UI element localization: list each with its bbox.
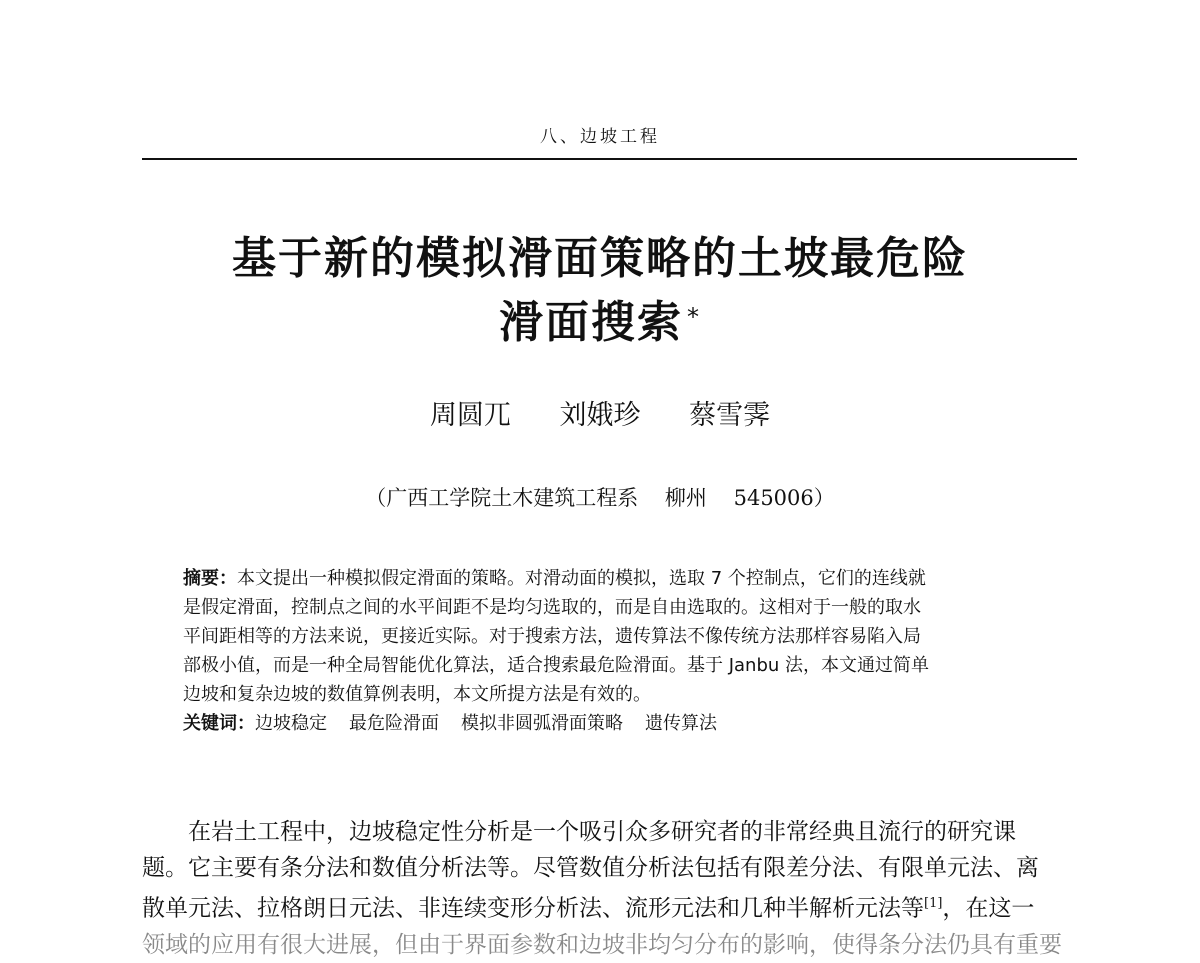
paper-title	[0, 227, 1200, 355]
affiliation	[0, 482, 1200, 512]
abstract-line	[183, 564, 1043, 593]
body-line-3	[142, 886, 1082, 927]
keyword-2: 最危险滑面	[349, 713, 439, 734]
header-rule	[142, 158, 1077, 160]
keywords	[183, 709, 1043, 738]
title-line-1: 基于新的模拟滑面策略的土坡最危险	[232, 233, 968, 284]
citation-ref: [1]	[924, 896, 943, 911]
body-line-3b: ，在这一	[942, 895, 1035, 922]
body-line-1: 在岩土工程中，边坡稳定性分析是一个吸引众多研究者的非常经典且流行的研究课	[188, 819, 1016, 845]
body-line-4: 领域的应用有很大进展，但由于界面参数和边坡非均匀分布的影响，使得条分法仍具有重要	[142, 931, 1062, 958]
affiliation-org: （广西工学院土木建筑工程系	[365, 486, 639, 510]
title-line-2	[0, 291, 1200, 355]
keyword-3: 模拟非圆弧滑面策略	[461, 713, 623, 734]
body-line-3a: 散单元法、拉格朗日元法、非连续变形分析法、流形元法和几种半解析元法等	[142, 895, 924, 922]
keyword-1: 边坡稳定	[255, 713, 327, 734]
title-line-2-text: 滑面搜索	[499, 297, 683, 348]
author-1: 周圆兀	[429, 400, 511, 431]
body-text	[142, 814, 1082, 963]
keyword-4: 遗传算法	[645, 713, 717, 734]
keywords-label: 关键词：	[183, 713, 255, 734]
abstract-line-4: 部极小值，而是一种全局智能优化算法，适合搜索最危险滑面。基于 Janbu 法，本文通过简单	[183, 655, 930, 676]
abstract-line-5: 边坡和复杂边坡的数值算例表明，本文所提方法是有效的。	[183, 684, 651, 705]
body-line-2: 题。它主要有条分法和数值分析法等。尽管数值分析法包括有限差分法、有限单元法、离	[142, 855, 1039, 881]
affiliation-postcode: 545006）	[733, 486, 835, 510]
abstract-label: 摘要：	[183, 568, 237, 589]
abstract-line-2: 是假定滑面，控制点之间的水平间距不是均匀选取的，而是自由选取的。这相对于一般的取水	[183, 597, 921, 618]
author-3: 蔡雪霁	[689, 400, 771, 431]
author-2: 刘娥珍	[559, 400, 641, 431]
abstract-line-1: 本文提出一种模拟假定滑面的策略。对滑动面的模拟，选取 7 个控制点，它们的连线就	[237, 568, 926, 589]
authors	[0, 393, 1200, 432]
abstract-line-3: 平间距相等的方法来说，更接近实际。对于搜索方法，遗传算法不像传统方法那样容易陷入局	[183, 626, 921, 647]
abstract	[183, 564, 1043, 738]
affiliation-city: 柳州	[664, 486, 707, 510]
running-header: 八、边坡工程	[540, 127, 660, 147]
title-footnote-mark: *	[687, 303, 701, 331]
